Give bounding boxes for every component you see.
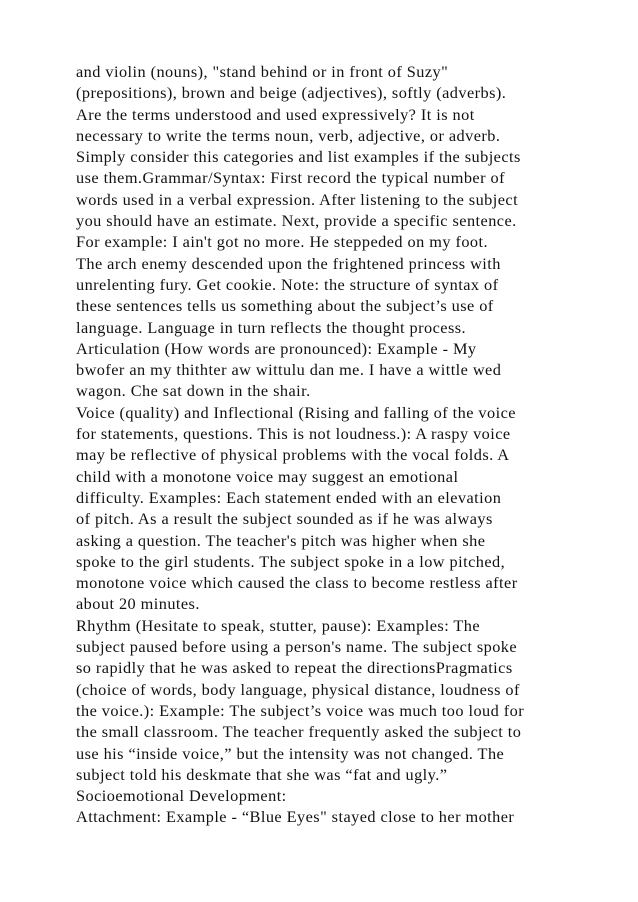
text-line: the voice.): Example: The subject’s voice was much too loud for [76,700,525,720]
text-line: Attachment: Example - “Blue Eyes" stayed close to her mother [76,807,515,827]
document-body-text [76,61,616,828]
text-line: asking a question. The teacher's pitch was higher when she [76,530,486,550]
text-line: Articulation (How words are pronounced): Example - My [76,338,477,358]
text-line: so rapidly that he was asked to repeat the directionsPragmatics [76,658,513,678]
text-line: Simply consider this categories and list examples if the subjects [76,147,521,167]
text-line: you should have an estimate. Next, provide a specific sentence. [76,211,517,231]
text-line: The arch enemy descended upon the frightened princess with [76,253,501,273]
text-line: Are the terms understood and used expressively? It is not [76,104,475,124]
text-line: (choice of words, body language, physical distance, loudness of [76,679,520,699]
text-line: words used in a verbal expression. After listening to the subject [76,189,519,209]
text-line: these sentences tells us something about the subject’s use of [76,296,494,316]
text-line: spoke to the girl students. The subject spoke in a low pitched, [76,551,506,571]
text-line: bwofer an my thithter aw wittulu dan me. I have a wittle wed [76,360,502,380]
text-line: for statements, questions. This is not loudness.): A raspy voice [76,424,511,444]
text-line: the small classroom. The teacher frequently asked the subject to [76,722,522,742]
text-line: use his “inside voice,” but the intensity was not changed. The [76,743,505,763]
text-line: wagon. Che sat down in the shair. [76,381,311,401]
text-line: of pitch. As a result the subject sounded as if he was always [76,509,493,529]
text-line: monotone voice which caused the class to become restless after [76,573,518,593]
text-line: language. Language in turn reflects the thought process. [76,317,467,337]
text-line: subject told his deskmate that she was “fat and ugly.” [76,764,448,784]
text-line: about 20 minutes. [76,594,200,614]
text-line: use them.Grammar/Syntax: First record the typical number of [76,168,505,188]
text-line: may be reflective of physical problems with the vocal folds. A [76,445,510,465]
text-line: Voice (quality) and Inflectional (Rising and falling of the voice [76,402,516,422]
text-line: and violin (nouns), "stand behind or in front of Suzy" [76,62,449,81]
text-line: subject paused before using a person's name. The subject spoke [76,637,518,657]
text-line: (prepositions), brown and beige (adjectives), softly (adverbs). [76,83,507,103]
text-line: difficulty. Examples: Each statement ended with an elevation [76,487,502,507]
text-line: Socioemotional Development: [76,786,287,806]
text-line: Rhythm (Hesitate to speak, stutter, pause): Examples: The [76,615,481,635]
text-line: child with a monotone voice may suggest an emotional [76,466,459,486]
text-line: unrelenting fury. Get cookie. Note: the structure of syntax of [76,274,499,294]
text-line: necessary to write the terms noun, verb, adjective, or adverb. [76,125,501,145]
text-line: For example: I ain't got no more. He steppeded on my foot. [76,232,489,252]
